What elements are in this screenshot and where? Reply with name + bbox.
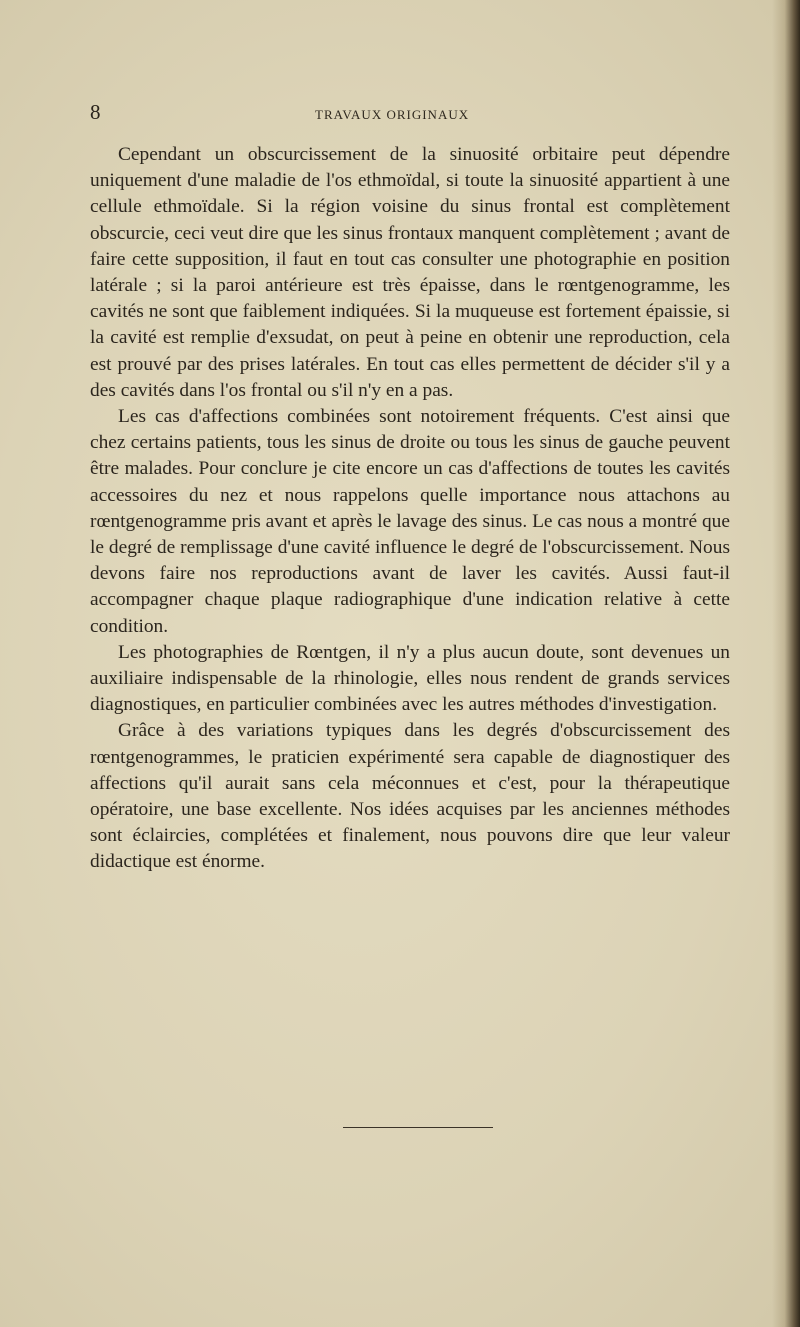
paragraph: Cependant un obscurcissement de la sinuosité orbitaire peut dépendre uniquement d'une maladie de l'os ethmoïdal, si toute la sinuosité appartient à une cellule ethmoïdale. Si la région voisine du sinus frontal est complètement obscurcie, ceci veut dire que les sinus frontaux manquent complètement ; avant de faire cette supposition, il faut en tout cas consulter une photographie en position latérale ; si la paroi antérieure est très épaisse, dans le rœntgenogramme, les cavités ne sont que faiblement indiquées. Si la muqueuse est fortement épaissie, si la cavité est remplie d'exsudat, on peut à peine en obtenir une reproduction, cela est prouvé par des prises latérales. En tout cas elles permettent de décider s'il y a des cavités dans l'os frontal ou s'il n'y en a pas.: [90, 144, 730, 401]
page-edge-shadow: [772, 0, 800, 1327]
running-title: TRAVAUX ORIGINAUX: [315, 107, 470, 122]
end-rule: [343, 1127, 493, 1128]
paragraph: Grâce à des variations typiques dans les degrés d'obscurcissement des rœntgenogrammes, le praticien expérimenté sera capable de diagnostiquer des affections qu'il aurait sans cela méconnues et c'est, pour la thérapeutique opératoire, une base excellente. Nos idées acquises par les anciennes méthodes sont éclaircies, complétées et finalement, nous pouvons dire que leur valeur didactique est énorme.: [90, 720, 730, 873]
article-body: [90, 142, 730, 876]
page-number: 8: [90, 100, 101, 124]
paragraph: Les photographies de Rœntgen, il n'y a plus aucun doute, sont devenues un auxiliaire indispensable de la rhinologie, elles nous rendent de grands services diagnostiques, en particulier combinées avec les autres méthodes d'investigation.: [90, 641, 730, 716]
paragraph: Les cas d'affections combinées sont notoirement fréquents. C'est ainsi que chez certains patients, tous les sinus de droite ou tous les sinus de gauche peuvent être malades. Pour conclure je cite encore un cas d'affections de toutes les cavités accessoires du nez et nous rappelons quelle importance nous attachons au rœntgenogramme pris avant et après le lavage des sinus. Le cas nous a montré que le degré de remplissage d'une cavité influence le degré de l'obscurcissement. Nous devons faire nos reproductions avant de laver les cavités. Aussi faut-il accompagner chaque plaque radiographique d'une indication relative à cette condition.: [90, 406, 730, 637]
page-header: [90, 100, 730, 128]
